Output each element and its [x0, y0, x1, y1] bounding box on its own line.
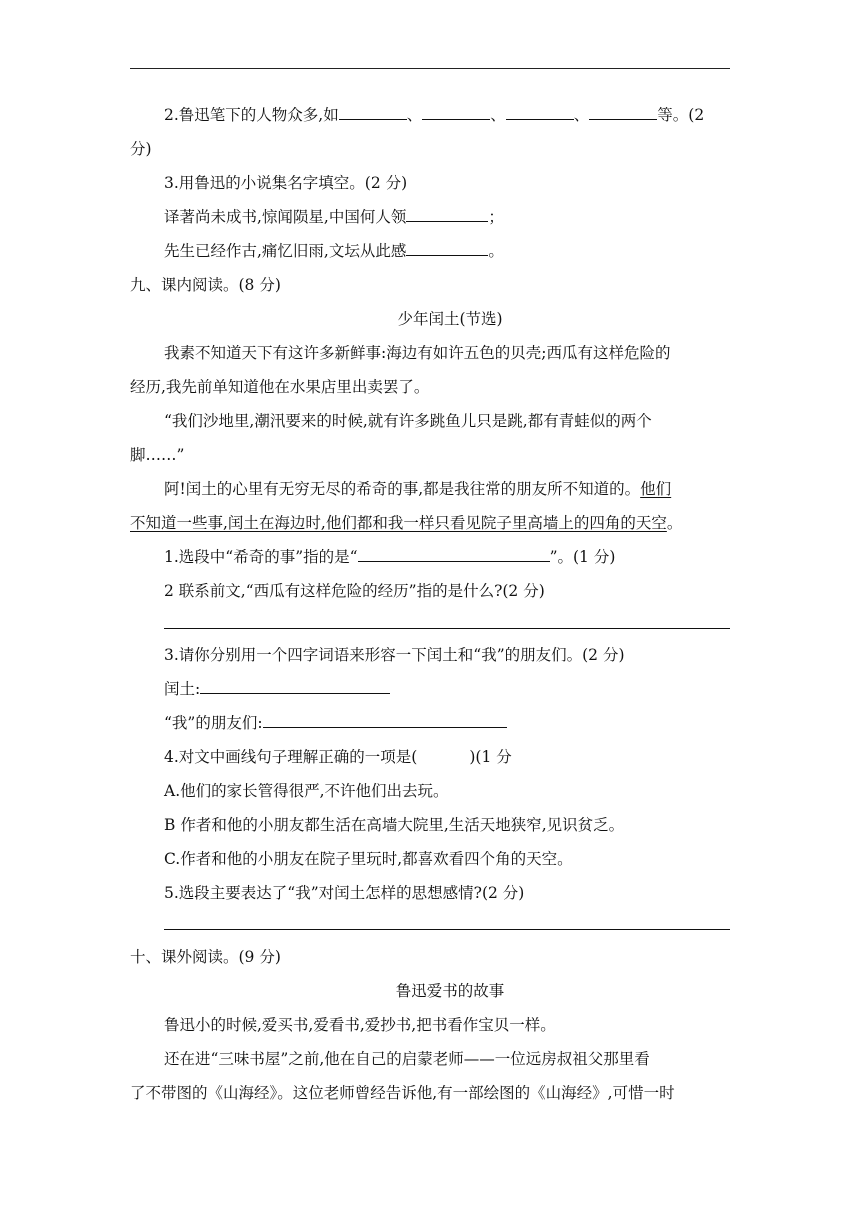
answer-blank[interactable]	[422, 104, 490, 120]
answer-blank[interactable]	[406, 240, 488, 256]
option-c: C.作者和他的小朋友在院子里玩时,都喜欢看四个角的天空。	[164, 850, 573, 868]
underlined-sentence: 他们	[640, 480, 672, 498]
question-9-1: 1.选段中“希奇的事”指的是“ ”。(1 分)	[164, 548, 616, 566]
passage-para-2-cont: 了不带图的《山海经》。这位老师曾经告诉他,有一部绘图的《山海经》,可惜一时	[130, 1084, 675, 1102]
question-9-2: 2 联系前文,“西瓜有这样危险的经历”指的是什么?(2 分)	[164, 582, 545, 600]
answer-blank[interactable]	[200, 678, 390, 694]
passage-title: 少年闰土(节选)	[397, 310, 503, 328]
question-8-3-line2: 先生已经作古,痛忆旧雨,文坛从此感 。	[164, 242, 504, 260]
passage-para-3: 阿!闰土的心里有无穷无尽的希奇的事,都是我往常的朋友所不知道的。他们	[164, 480, 672, 498]
option-a: A.他们的家长管得很严,不许他们出去玩。	[164, 782, 449, 800]
answer-line[interactable]	[164, 929, 730, 930]
answer-blank[interactable]	[406, 206, 488, 222]
answer-blank[interactable]	[263, 712, 507, 728]
passage-para-2: 还在进“三味书屋”之前,他在自己的启蒙老师——一位远房叔祖父那里看	[164, 1050, 650, 1068]
question-9-5: 5.选段主要表达了“我”对闰土怎样的思想感情?(2 分)	[164, 884, 525, 902]
question-9-3: 3.请你分别用一个四字词语来形容一下闰土和“我”的朋友们。(2 分)	[164, 646, 625, 664]
option-b: B 作者和他的小朋友都生活在高墙大院里,生活天地狭窄,见识贫乏。	[164, 816, 625, 834]
underlined-sentence: 不知道一些事,闰土在海边时,他们都和我一样只看见院子里高墙上的四角的天空	[130, 514, 667, 532]
answer-blank[interactable]	[358, 546, 550, 562]
question-8-2-cont: 分)	[130, 140, 152, 158]
section-10-heading: 十、课外阅读。(9 分)	[130, 948, 281, 966]
section-9-heading: 九、课内阅读。(8 分)	[130, 276, 281, 294]
answer-blank[interactable]	[506, 104, 574, 120]
passage-para-1: 我素不知道天下有这许多新鲜事:海边有如许五色的贝壳;西瓜有这样危险的	[164, 344, 671, 362]
header-rule	[130, 68, 730, 69]
question-8-3-line1: 译著尚未成书,惊闻陨星,中国何人领 ；	[164, 208, 504, 226]
answer-blank[interactable]	[589, 104, 657, 120]
passage-para-2: “我们沙地里,潮汛要来的时候,就有许多跳鱼儿只是跳,都有青蛙似的两个	[164, 412, 652, 430]
passage-para-2-cont: 脚……”	[130, 446, 185, 464]
question-8-2: 2.鲁迅笔下的人物众多,如 、 、 、 等。(2	[164, 106, 705, 124]
passage-para-1: 鲁迅小的时候,爱买书,爱看书,爱抄书,把书看作宝贝一样。	[164, 1016, 556, 1034]
answer-blank[interactable]	[339, 104, 407, 120]
question-9-3-runtu: 闰土:	[164, 678, 390, 700]
question-8-3: 3.用鲁迅的小说集名字填空。(2 分)	[164, 174, 408, 192]
answer-line[interactable]	[164, 628, 730, 629]
question-9-4: 4.对文中画线句子理解正确的一项是( )(1 分	[164, 748, 512, 766]
passage-para-1-cont: 经历,我先前单知道他在水果店里出卖罢了。	[130, 378, 430, 396]
passage-title: 鲁迅爱书的故事	[395, 982, 505, 1000]
passage-para-3-cont: 不知道一些事,闰土在海边时,他们都和我一样只看见院子里高墙上的四角的天空。	[130, 514, 683, 532]
question-9-3-friends: “我”的朋友们:	[164, 712, 507, 734]
